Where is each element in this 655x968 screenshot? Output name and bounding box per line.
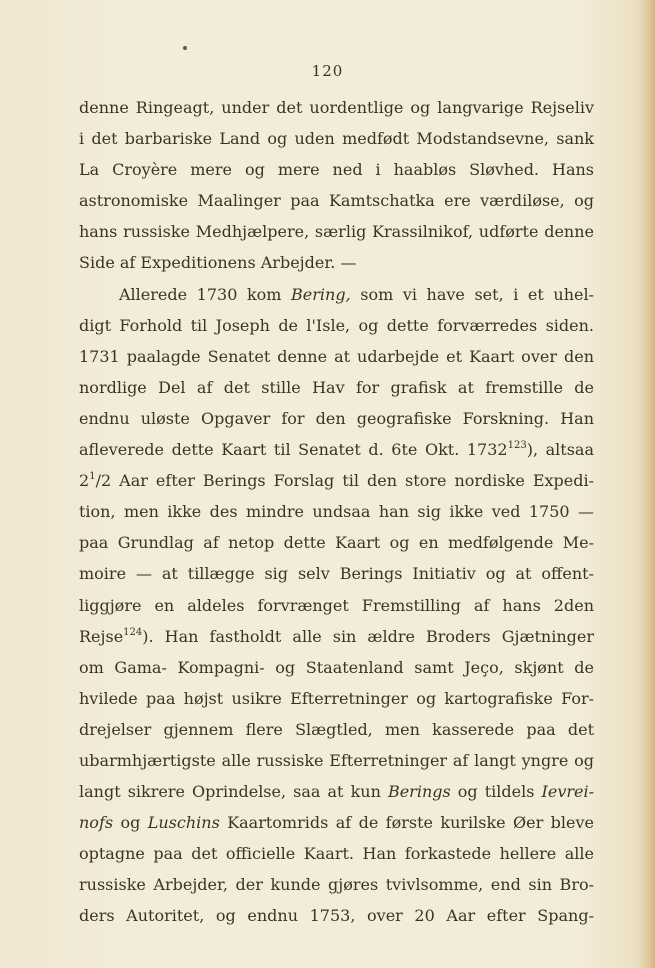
text-line: moire — at tillægge sig selv Berings Initiativ og at offent- (79, 564, 594, 584)
text-line: optagne paa det officielle Kaart. Han forkastede hellere alle (79, 844, 594, 864)
text-line: hans russiske Medhjælpere, særlig Krassilnikof, udførte denne (79, 222, 594, 242)
name-berings: Berings (387, 782, 451, 802)
text-line: digt Forhold til Joseph de l'Isle, og dette forværredes siden. (79, 315, 594, 335)
text-line: afleverede dette Kaart til Senatet d. 6te Okt. 1732$^{123}$), altsaa (79, 440, 594, 460)
text-line: nordlige Del af det stille Hav for grafisk at fremstille de (79, 377, 594, 397)
text-line: endnu uløste Opgaver for den geografiske Forskning. Han (79, 408, 594, 428)
text-line: paa Grundlag af netop dette Kaart og en medfølgende Me- (79, 533, 594, 553)
page-edge-shadow (639, 0, 655, 968)
body-text (79, 92, 594, 932)
text-line: tion, men ikke des mindre undsaa han sig ikke ved 1750 — (79, 502, 594, 522)
fraction-numerator: 1 (89, 471, 96, 483)
text-line: liggjøre en aldeles forvrænget Fremstilling af hans 2den (79, 595, 594, 615)
text-line: ders Autoritet, og endnu 1753, over 20 Aar efter Spang- (79, 906, 594, 926)
text-line: langt sikrere Oprindelse, saa at kun Berings og tildels Ievrei- (79, 782, 594, 802)
text-line: i det barbariske Land og uden medfødt Modstandsevne, sank (79, 129, 594, 149)
text-line: drejelser gjennem flere Slægtled, men kasserede paa det (79, 719, 594, 739)
text-line: om Gama- Kompagni- og Staatenland samt Jeço, skjønt de (79, 657, 594, 677)
name-luschins: Luschins (147, 813, 220, 833)
text-line: La Croyère mere og mere ned i haabløs Sløvhed. Hans (79, 160, 594, 180)
text-line: nofs og Luschins Kaartomrids af de første kurilske Øer bleve (79, 813, 595, 833)
page-number: 120 (311, 62, 344, 80)
text-line: hvilede paa højst usikre Efterretninger og kartografiske For- (79, 688, 594, 708)
text-line: russiske Arbejder, der kunde gjøres tvivlsomme, end sin Bro- (79, 875, 594, 895)
text-line: denne Ringeagt, under det uordentlige og langvarige Rejseliv (79, 98, 594, 117)
name-ievreinofs: Ievrei- (541, 782, 594, 802)
text-line: 1731 paalagde Senatet denne at udarbejde et Kaart over den (79, 346, 594, 366)
text-line: astronomiske Maalinger paa Kamtschatka ere værdiløse, og (79, 191, 594, 211)
text-line: Allerede 1730 kom Bering, som vi have set, i et uhel- (119, 284, 595, 304)
text-line: Side af Expeditionens Arbejder. — (79, 253, 357, 273)
ink-speck (183, 46, 187, 50)
name-bering: Bering, (291, 284, 351, 304)
footnote-ref: 123 (507, 440, 527, 452)
text-line: $2^1/2$ Aar efter Berings Forslag til den store nordiske Expedi- (79, 471, 594, 491)
footnote-ref: 124 (123, 626, 143, 638)
text-line: Rejse$^{124}$). Han fastholdt alle sin ældre Broders Gjætninger (79, 626, 594, 646)
text-line: ubarmhjærtigste alle russiske Efterretninger af langt yngre og (79, 750, 594, 770)
